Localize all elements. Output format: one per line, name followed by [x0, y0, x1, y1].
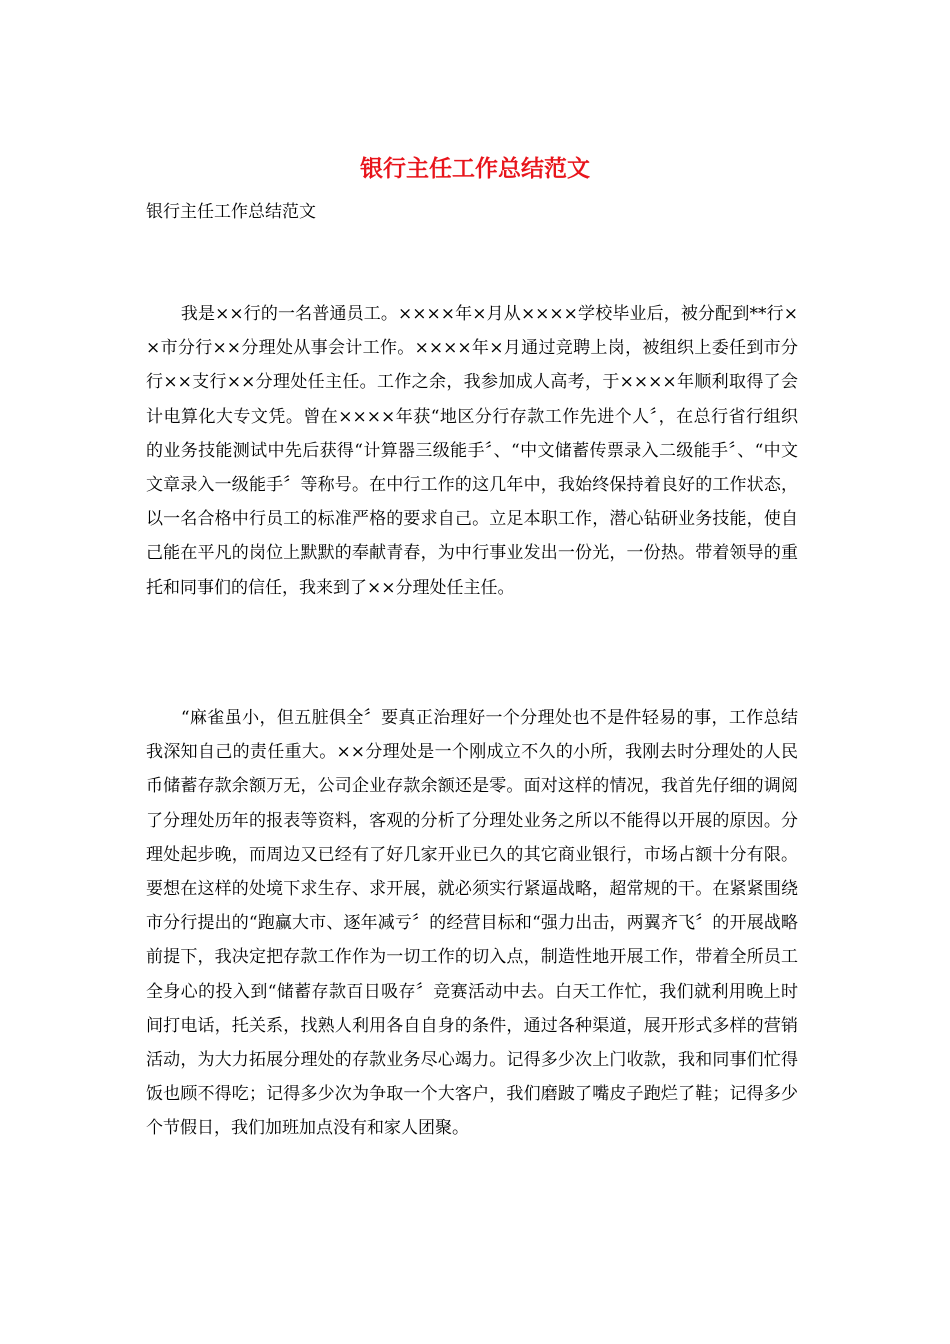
body-paragraph: 我是××行的一名普通员工。××××年×月从××××学校毕业后，被分配到**行××市分行××分理处从事会计工作。××××年×月通过竞聘上岗，被组织上委任到市分行××支行××分理处任主任。工作之余，我参加成人高考，于××××年顺利取得了会计电算化大专文凭。曾在××××年获“地区分行存款工作先进个人〞，在总行省行组织的业务技能测试中先后获得“计算器三级能手〞、“中文储蓄传票录入二级能手〞、“中文文章录入一级能手〞等称号。在中行工作的这几年中，我始终保持着良好的工作状态，以一名合格中行员工的标准严格的要求自己。立足本职工作，潜心钻研业务技能，使自己能在平凡的岗位上默默的奉献青春，为中行事业发出一份光，一份热。带着领导的重托和同事们的信任，我来到了××分理处任主任。 — [146, 304, 798, 598]
body-paragraph: “麻雀虽小，但五脏俱全〞要真正治理好一个分理处也不是件轻易的事，工作总结我深知自己的责任重大。××分理处是一个刚成立不久的小所，我刚去时分理处的人民币储蓄存款余额万无，公司企业存款余额还是零。面对这样的情况，我首先仔细的调阅了分理处历年的报表等资料，客观的分析了分理处业务之所以不能得以开展的原因。分理处起步晚，而周边又已经有了好几家开业已久的其它商业银行，市场占额十分有限。要想在这样的处境下求生存、求开展，就必须实行紧逼战略，超常规的干。在紧紧围绕市分行提出的“跑赢大市、逐年减亏〞的经营目标和“强力出击，两翼齐飞〞的开展战略前提下，我决定把存款工作作为一切工作的切入点，制造性地开展工作，带着全所员工全身心的投入到“储蓄存款百日吸存〞竞赛活动中去。白天工作忙，我们就利用晚上时间打电话，托关系，找熟人利用各自自身的条件，通过各种渠道，展开形式多样的营销活动，为大力拓展分理处的存款业务尽心竭力。记得多少次上门收款，我和同事们忙得饭也顾不得吃；记得多少次为争取一个大客户，我们磨跛了嘴皮子跑烂了鞋；记得多少个节假日，我们加班加点没有和家人团聚。 — [146, 708, 798, 1139]
document-subtitle: 银行主任工作总结范文 — [146, 202, 316, 222]
document-title: 银行主任工作总结范文 — [360, 155, 590, 182]
